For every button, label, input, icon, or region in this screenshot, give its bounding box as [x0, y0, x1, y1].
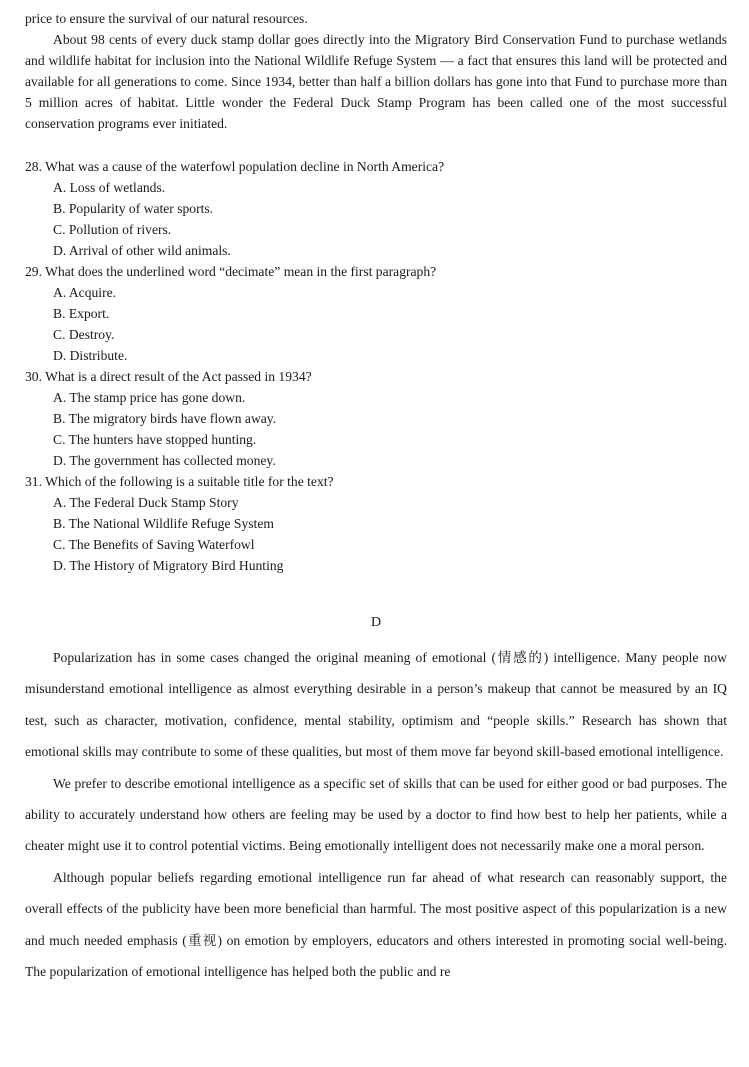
- passage-d-paragraph-3: Although popular beliefs regarding emotional intelligence run far ahead of what research can reasonably support, the overall effects of the publicity have been more beneficial than harmful. The most positive aspect of this popularization is a new and much needed emphasis (重视) on emotion by employers, educators and others interested in promoting social well-being. The popularization of emotional intelligence has helped both the public and re: [25, 869, 727, 980]
- option-c: C. The hunters have stopped hunting.: [53, 432, 257, 447]
- question-30: [25, 366, 727, 471]
- question-stem: 30. What is a direct result of the Act passed in 1934?: [25, 369, 312, 384]
- option-b: B. The migratory birds have flown away.: [53, 411, 277, 426]
- option-d: D. Distribute.: [53, 348, 128, 363]
- question-stem: 31. Which of the following is a suitable title for the text?: [25, 474, 334, 489]
- passage-c-lead-fragment: price to ensure the survival of our natural resources.: [25, 11, 308, 26]
- option-d: D. The History of Migratory Bird Hunting: [53, 558, 284, 573]
- option-c: C. Pollution of rivers.: [53, 222, 172, 237]
- option-b: B. The National Wildlife Refuge System: [53, 516, 274, 531]
- question-stem: 29. What does the underlined word “decimate” mean in the first paragraph?: [25, 264, 437, 279]
- option-d: D. Arrival of other wild animals.: [53, 243, 231, 258]
- passage-d-paragraph-1: Popularization has in some cases changed the original meaning of emotional (情感的) intelligence. Many people now misunderstand emotional intelligence as almost everything desirable in a person’s makeup that cannot be measured by an IQ test, such as character, motivation, confidence, mental stability, optimism and “people skills.” Research has shown that emotional skills may contribute to some of these qualities, but most of them move far beyond skill-based emotional intelligence.: [25, 650, 727, 760]
- option-c: C. The Benefits of Saving Waterfowl: [53, 537, 255, 552]
- option-a: A. The stamp price has gone down.: [53, 390, 246, 405]
- page-cutoff-fade: [560, 1010, 749, 1050]
- passage-d: [25, 642, 727, 987]
- option-a: A. Loss of wetlands.: [53, 180, 166, 195]
- question-stem: 28. What was a cause of the waterfowl population decline in North America?: [25, 159, 445, 174]
- option-a: A. Acquire.: [53, 285, 117, 300]
- passage-d-paragraph-2: We prefer to describe emotional intelligence as a specific set of skills that can be used for either good or bad purposes. The ability to accurately understand how others are feeling may be used by a doctor to find how best to help her patients, while a cheater might use it to control potential victims. Being emotionally intelligent does not necessarily make one a moral person.: [25, 775, 727, 854]
- option-b: B. Popularity of water sports.: [53, 201, 214, 216]
- option-a: A. The Federal Duck Stamp Story: [53, 495, 239, 510]
- question-list: [25, 156, 727, 576]
- question-29: [25, 261, 727, 366]
- passage-c-paragraph: About 98 cents of every duck stamp dollar goes directly into the Migratory Bird Conservation Fund to purchase wetlands and wildlife habitat for inclusion into the National Wildlife Refuge System — a fact that ensures this land will be protected and available for all generations to come. Since 1934, better than half a billion dollars has gone into that Fund to purchase more than 5 million acres of habitat. Little wonder the Federal Duck Stamp Program has been called one of the most successful conservation programs ever initiated.: [25, 32, 727, 131]
- option-d: D. The government has collected money.: [53, 453, 276, 468]
- option-b: B. Export.: [53, 306, 110, 321]
- option-c: C. Destroy.: [53, 327, 115, 342]
- exam-page: [25, 0, 727, 987]
- section-heading-d: D: [370, 615, 382, 630]
- question-31: [25, 471, 727, 576]
- passage-c: [25, 0, 727, 134]
- question-28: [25, 156, 727, 261]
